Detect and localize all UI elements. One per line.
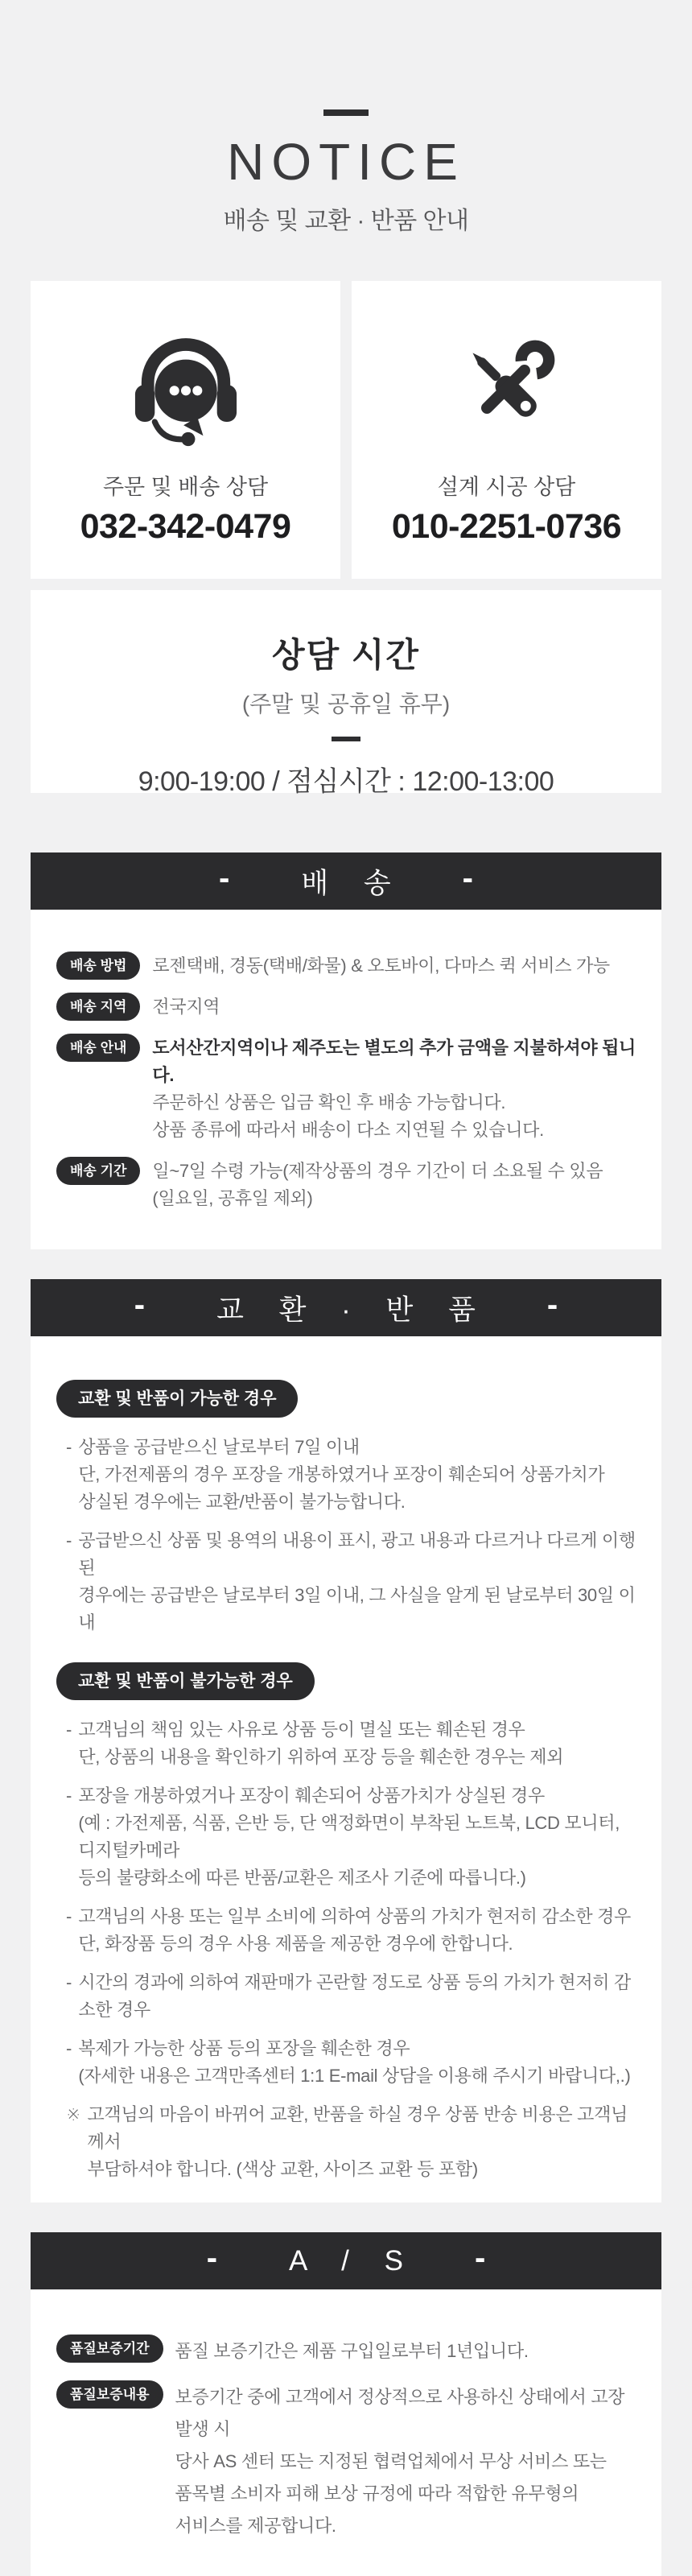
info-line: 서비스를 제공합니다. (175, 2516, 336, 2537)
exchange-policy-list (31, 1336, 661, 2202)
policy-line: 고객님의 사용 또는 일부 소비에 의하여 상품의 가치가 현저히 감소한 경우 (78, 1906, 632, 1927)
info-badge: 품질보증내용 (56, 2380, 163, 2409)
contact-card-order (31, 281, 340, 579)
shipping-info-list (31, 910, 661, 1249)
hours-card (31, 590, 661, 798)
info-lines (175, 2334, 529, 2368)
info-line: 품질 보증기간은 제품 구입일로부터 1년입니다. (175, 2341, 529, 2362)
section-header-exchange (31, 1279, 661, 1336)
section-exchange-return (31, 1279, 661, 2202)
policy-group-badge: 교환 및 반품이 가능한 경우 (56, 1380, 298, 1418)
info-lines (152, 952, 609, 980)
info-line: 보증기간 중에 고객에서 정상적으로 사용하신 상태에서 고장 발생 시 (175, 2387, 625, 2440)
policy-item-lines (78, 1527, 636, 1637)
hours-title: 상담 시간 (272, 636, 420, 675)
info-line: 일~7일 수령 가능(제작상품의 경우 기간이 더 소요될 수 있음 (152, 1161, 603, 1182)
section-title: 배 송 (301, 867, 405, 899)
page-subtitle: 배송 및 교환 · 반품 안내 (223, 208, 469, 235)
policy-item-lines (87, 2101, 636, 2183)
divider-dash (323, 109, 369, 116)
bar-dash: - (206, 2240, 218, 2276)
policy-item-lines (78, 1969, 636, 2024)
info-line: 전국지역 (152, 997, 220, 1018)
section-as (31, 2232, 661, 2576)
policy-item (66, 1716, 636, 1771)
page-title: NOTICE (227, 133, 465, 191)
policy-line: 단, 상품의 내용을 확인하기 위하여 포장 등을 훼손한 경우는 제외 (78, 1747, 564, 1768)
hours-time: 9:00-19:00 / 점심시간 : 12:00-13:00 (138, 766, 554, 798)
tools-icon (438, 318, 576, 456)
info-line: (일요일, 공휴일 제외) (152, 1188, 313, 1209)
policy-item-lines (78, 1903, 636, 1958)
contact-label: 주문 및 배송 상담 (102, 475, 269, 500)
policy-line: 부담하셔야 합니다. (색상 교환, 사이즈 교환 등 포함) (87, 2159, 478, 2180)
info-badge: 배송 안내 (56, 1034, 140, 1062)
bar-dash: - (462, 860, 473, 896)
bullet-marker: - (66, 1530, 72, 1551)
info-line: 주문하신 상품은 입금 확인 후 배송 가능합니다. (152, 1092, 506, 1113)
policy-item (66, 1903, 636, 1958)
contact-label: 설계 시공 상담 (437, 475, 576, 500)
policy-item (66, 1434, 636, 1516)
info-lines (152, 993, 220, 1021)
info-badge: 품질보증기간 (56, 2334, 163, 2363)
bar-dash: - (474, 2240, 486, 2276)
section-header-as (31, 2232, 661, 2289)
policy-line: 복제가 가능한 상품 등의 포장을 훼손한 경우 (78, 2038, 410, 2059)
contact-cards (31, 281, 661, 579)
policy-line: 고객님의 마음이 바뀌어 교환, 반품을 하실 경우 상품 반송 비용은 고객님께서 (87, 2104, 628, 2153)
policy-line: (예 : 가전제품, 식품, 은반 등, 단 액정화면이 부착된 노트북, LCD 모니터, 디지털카메라 (78, 1813, 620, 1861)
policy-group (56, 1662, 636, 2183)
policy-line: 공급받으신 상품 및 용역의 내용이 표시, 광고 내용과 다르거나 다르게 이행된 (78, 1530, 636, 1579)
policy-item (66, 1527, 636, 1637)
contact-card-install (352, 281, 661, 579)
info-row (56, 2380, 636, 2542)
hours-note: (주말 및 공휴일 휴무) (241, 691, 451, 717)
policy-line: 상실된 경우에는 교환/반품이 불가능합니다. (78, 1492, 406, 1513)
bar-dash: - (134, 1286, 146, 1323)
bullet-marker: - (66, 1906, 72, 1927)
info-badge: 배송 지역 (56, 993, 140, 1021)
policy-item-lines (78, 2035, 636, 2090)
policy-group-badge: 교환 및 반품이 불가능한 경우 (56, 1662, 315, 1700)
bullet-marker: - (66, 1972, 72, 1993)
info-line: 상품 종류에 따라서 배송이 다소 지연될 수 있습니다. (152, 1120, 544, 1141)
policy-line: 경우에는 공급받은 날로부터 3일 이내, 그 사실을 알게 된 날로부터 30일 이내 (78, 1585, 636, 1633)
policy-group (56, 1380, 636, 1637)
section-shipping (31, 852, 661, 1249)
policy-item (66, 2035, 636, 2090)
info-line: 로젠택배, 경동(택배/화물) & 오토바이, 다마스 퀵 서비스 가능 (152, 956, 610, 976)
policy-item (66, 1782, 636, 1892)
bar-dash: - (546, 1286, 558, 1323)
policy-item (66, 2101, 636, 2183)
policy-item-lines (78, 1434, 636, 1516)
section-title: 교 환 · 반 품 (216, 1294, 489, 1326)
info-row (56, 2334, 636, 2368)
divider-dash (332, 737, 360, 741)
bullet-marker: - (66, 1785, 72, 1806)
bullet-marker: - (66, 2038, 72, 2059)
info-row (56, 1034, 636, 1144)
policy-item-lines (78, 1782, 636, 1892)
section-header-shipping (31, 852, 661, 910)
policy-line: 상품을 공급받으신 날로부터 7일 이내 (78, 1437, 360, 1458)
policy-item-lines (78, 1716, 636, 1771)
contact-phone: 032-342-0479 (80, 507, 291, 547)
info-row (56, 952, 636, 980)
info-lines (152, 1034, 636, 1144)
info-badge: 배송 방법 (56, 952, 140, 980)
policy-line: 등의 불량화소에 따른 반품/교환은 제조사 기준에 따릅니다.) (78, 1868, 526, 1889)
policy-line: 포장을 개봉하였거나 포장이 훼손되어 상품가치가 상실된 경우 (78, 1785, 545, 1806)
section-title: A / S (289, 2244, 417, 2277)
bullet-marker: ※ (66, 2104, 81, 2125)
info-badge: 배송 기간 (56, 1157, 140, 1185)
policy-item (66, 1969, 636, 2024)
policy-line: 고객님의 책임 있는 사유로 상품 등이 멸실 또는 훼손된 경우 (78, 1719, 525, 1740)
bullet-marker: - (66, 1719, 72, 1740)
as-info-list (31, 2289, 661, 2576)
policy-line: 시간의 경과에 의하여 재판매가 곤란할 정도로 상품 등의 가치가 현저히 감소한 경우 (78, 1972, 632, 2021)
policy-line: 단, 화장품 등의 경우 사용 제품을 제공한 경우에 한합니다. (78, 1934, 513, 1955)
info-line: 품목별 소비자 피해 보상 규정에 따라 적합한 유무형의 (175, 2483, 579, 2504)
info-lines (175, 2380, 636, 2542)
contact-phone: 010-2251-0736 (391, 507, 622, 547)
policy-items (56, 1716, 636, 2183)
info-lines (152, 1157, 603, 1212)
bar-dash: - (218, 860, 230, 896)
info-row (56, 1157, 636, 1212)
info-line: 당사 AS 센터 또는 지정된 협력업체에서 무상 서비스 또는 (175, 2451, 607, 2472)
policy-line: 단, 가전제품의 경우 포장을 개봉하였거나 포장이 훼손되어 상품가치가 (78, 1464, 605, 1485)
policy-line: (자세한 내용은 고객만족센터 1:1 E-mail 상담을 이용해 주시기 바랍니다,.) (78, 2066, 631, 2087)
headset-chat-icon (117, 318, 255, 456)
info-line: 도서산간지역이나 제주도는 별도의 추가 금액을 지불하셔야 됩니다. (152, 1038, 636, 1086)
policy-items (56, 1434, 636, 1637)
info-row (56, 993, 636, 1021)
bullet-marker: - (66, 1437, 72, 1458)
